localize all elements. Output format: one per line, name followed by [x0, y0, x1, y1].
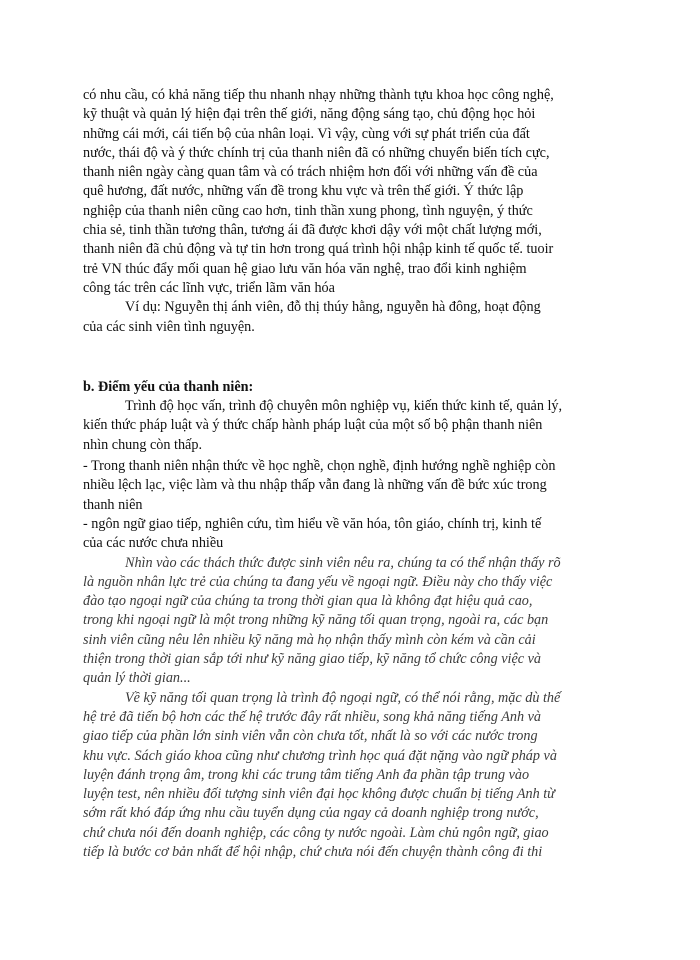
paragraph-challenges [83, 554, 618, 689]
text-line: thiện trong thời gian sắp tới như kỹ năng giao tiếp, kỹ năng tổ chức công việc và [83, 651, 541, 668]
text-line: trẻ VN thúc đẩy mối quan hệ giao lưu văn hóa văn nghệ, trao đổi kinh nghiệm [83, 260, 527, 277]
text-line: chứ chưa nói đến doanh nghiệp, các công ty nước ngoài. Làm chủ ngôn ngữ, giao [83, 824, 549, 841]
text-line: Trình độ học vấn, trình độ chuyên môn nghiệp vụ, kiến thức kinh tế, quản lý, [125, 398, 563, 415]
text-line: thanh niên [83, 496, 143, 513]
text-line: luyện test, nên nhiều đối tượng sinh viên đại học không được chuẩn bị tiếng Anh từ [83, 786, 555, 803]
text-line: sinh viên cũng nêu lên nhiều kỹ năng mà họ nhận thấy mình còn kém và cần cải [83, 631, 536, 648]
text-line: Nhìn vào các thách thức được sinh viên nêu ra, chúng ta có thể nhận thấy rõ [125, 554, 561, 571]
text-line: chia sẻ, tinh thần tương thân, tương ái đã được khơi dậy với một chất lượng mới, [83, 222, 542, 239]
spacer [83, 337, 618, 378]
text-line: luyện đánh trọng âm, trong khi các trung tâm tiếng Anh đa phần tập trung vào [83, 766, 530, 783]
text-line: thanh niên đã chủ động và tự tin hơn trong quá trình hội nhập kinh tế quốc tế. tuoir [83, 241, 554, 258]
text-line: của các nước chưa nhiều [83, 535, 224, 552]
text-line: đào tạo ngoại ngữ của chúng ta trong thời gian qua là không đạt hiệu quả cao, [83, 593, 533, 610]
paragraph-intro [83, 86, 618, 298]
text-line: - Trong thanh niên nhận thức về học nghề, chọn nghề, định hướng nghề nghiệp còn [83, 458, 556, 475]
text-line: Ví dụ: Nguyễn thị ánh viên, đỗ thị thúy hằng, nguyễn hà đông, hoạt động [125, 299, 541, 316]
text-line: có nhu cầu, có khả năng tiếp thu nhanh nhạy những thành tựu khoa học công nghệ, [83, 87, 554, 103]
text-line: quản lý thời gian... [83, 670, 191, 687]
bullet-career [83, 457, 618, 515]
paragraph-weakness [83, 397, 618, 455]
paragraph-english-skills [83, 689, 618, 863]
text-line: kiến thức pháp luật và ý thức chấp hành pháp luật của một số bộ phận thanh niên [83, 417, 543, 434]
text-line: trong khi ngoại ngữ là một trong những kỹ năng tối quan trọng, ngoài ra, các bạn [83, 612, 549, 629]
text-line: thanh niên ngày càng quan tâm và có trách nhiệm hơn đối với những vấn đề của [83, 164, 538, 181]
text-line: nước, thái độ và ý thức chính trị của thanh niên đã có những chuyển biến tích cực, [83, 144, 550, 161]
paragraph-example [83, 298, 618, 337]
text-line: kỹ thuật và quản lý hiện đại trên thế giới, năng động sáng tạo, chủ động học hỏi [83, 106, 536, 123]
text-line: công tác trên các lĩnh vực, triển lãm văn hóa [83, 279, 335, 296]
text-line: nghiệp của thanh niên cũng cao hơn, tinh thần xung phong, tình nguyện, ý thức [83, 202, 533, 219]
text-line: là nguồn nhân lực trẻ của chúng ta đang yếu về ngoại ngữ. Điều này cho thấy việc [83, 573, 553, 590]
section-heading: b. Điểm yếu của thanh niên: [83, 378, 254, 395]
text-line: hệ trẻ đã tiến bộ hơn các thế hệ trước đây rất nhiều, song khả năng tiếng Anh và [83, 708, 542, 725]
text-line: nhìn chung còn thấp. [83, 436, 202, 453]
document-page [83, 86, 618, 862]
text-line: sớm rất khó đáp ứng nhu cầu tuyển dụng của ngay cả doanh nghiệp trong nước, [83, 805, 539, 822]
text-line: quê hương, đất nước, những vấn đề trong khu vực và trên thế giới. Ý thức lập [83, 183, 524, 200]
text-line: của các sinh viên tình nguyện. [83, 318, 255, 335]
text-line: khu vực. Sách giáo khoa cũng như chương trình học quá đặt nặng vào ngữ pháp và [83, 747, 557, 764]
bullet-language [83, 515, 618, 554]
text-line: Về kỹ năng tối quan trọng là trình độ ngoại ngữ, có thể nói rằng, mặc dù thế [125, 689, 561, 706]
text-line: tiếp là bước cơ bản nhất để hội nhập, chứ chưa nói đến chuyện thành công đi thi [83, 843, 543, 860]
text-line: những cái mới, cái tiến bộ của nhân loại. Vì vậy, cùng với sự phát triển của đất [83, 125, 530, 142]
text-line: giao tiếp của phần lớn sinh viên vẫn còn chưa tốt, nhất là so với các nước trong [83, 728, 538, 745]
text-line: nhiều lệch lạc, việc làm và thu nhập thấp vẫn đang là những vấn đề bức xúc trong [83, 477, 547, 494]
text-line: - ngôn ngữ giao tiếp, nghiên cứu, tìm hiểu về văn hóa, tôn giáo, chính trị, kinh tế [83, 515, 542, 532]
